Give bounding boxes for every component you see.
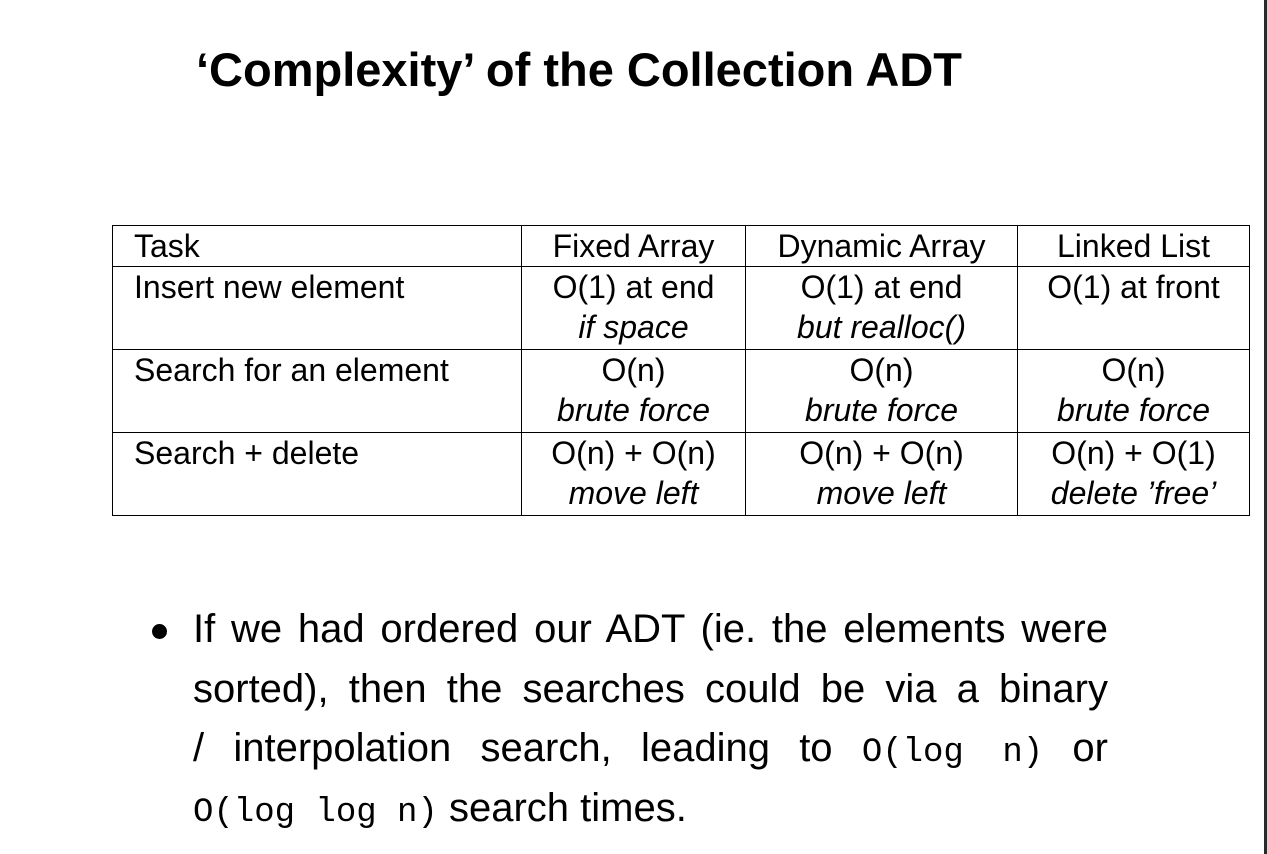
task-cell [113, 350, 522, 433]
task-cell [113, 267, 522, 350]
complexity-value: O(n) + O(n) [799, 435, 964, 471]
table-header-row [113, 226, 1250, 267]
linked-list-cell [1018, 267, 1250, 350]
code-log-log-n: O(log log n) [193, 793, 438, 832]
complexity-value: O(1) at end [552, 269, 715, 305]
bullet-line-3-or: or [1072, 726, 1108, 770]
task-label: Search + delete [134, 435, 360, 471]
complexity-note [1018, 307, 1249, 349]
dynamic-array-cell [746, 433, 1018, 516]
task-label: Insert new element [134, 269, 405, 305]
complexity-note: delete ’free’ [1050, 475, 1217, 511]
bullet-item [148, 600, 1118, 838]
task-cell [113, 433, 522, 516]
table-row [113, 267, 1250, 350]
bullet-line-1: If we had ordered our ADT (ie. the elements were [193, 607, 1108, 651]
complexity-value: O(1) at end [800, 269, 963, 305]
header-dynamic-array: Dynamic Array [746, 226, 1018, 267]
complexity-value: O(n) [601, 352, 666, 388]
bullet-line-2: sorted), then the searches could be via a binary [193, 666, 1108, 711]
complexity-note: but realloc() [797, 309, 966, 345]
code-log-n: O(log n) [861, 734, 1044, 772]
complexity-note: brute force [1057, 392, 1210, 428]
bullet-line-3 [193, 719, 1108, 779]
linked-list-cell [1018, 433, 1250, 516]
bullet-line-3-text: / interpolation search, leading to [193, 726, 833, 770]
dynamic-array-cell [746, 267, 1018, 350]
complexity-table [112, 225, 1250, 516]
complexity-value: O(n) + O(n) [551, 435, 716, 471]
bullet-dot-icon [152, 624, 167, 639]
fixed-array-cell [522, 267, 746, 350]
task-label: Search for an element [134, 352, 449, 388]
complexity-note: move left [816, 475, 947, 511]
linked-list-cell [1018, 350, 1250, 433]
slide-title: ‘Complexity’ of the Collection ADT [196, 43, 962, 96]
complexity-value: O(n) + O(1) [1051, 435, 1216, 471]
table-row [113, 350, 1250, 433]
bullet-line-4-text: search times. [448, 785, 687, 830]
table-row [113, 433, 1250, 516]
complexity-value: O(1) at front [1047, 269, 1220, 305]
complexity-note: brute force [805, 392, 958, 428]
complexity-note: brute force [557, 392, 710, 428]
dynamic-array-cell [746, 350, 1018, 433]
bullet-list [148, 600, 1118, 838]
complexity-value: O(n) [1101, 352, 1166, 388]
header-task: Task [113, 226, 522, 267]
header-linked-list: Linked List [1018, 226, 1250, 267]
fixed-array-cell [522, 350, 746, 433]
fixed-array-cell [522, 433, 746, 516]
complexity-value: O(n) [849, 352, 914, 388]
bullet-line-4 [193, 779, 1118, 839]
complexity-note: if space [578, 309, 689, 345]
header-fixed-array: Fixed Array [522, 226, 746, 267]
complexity-note: move left [568, 475, 699, 511]
